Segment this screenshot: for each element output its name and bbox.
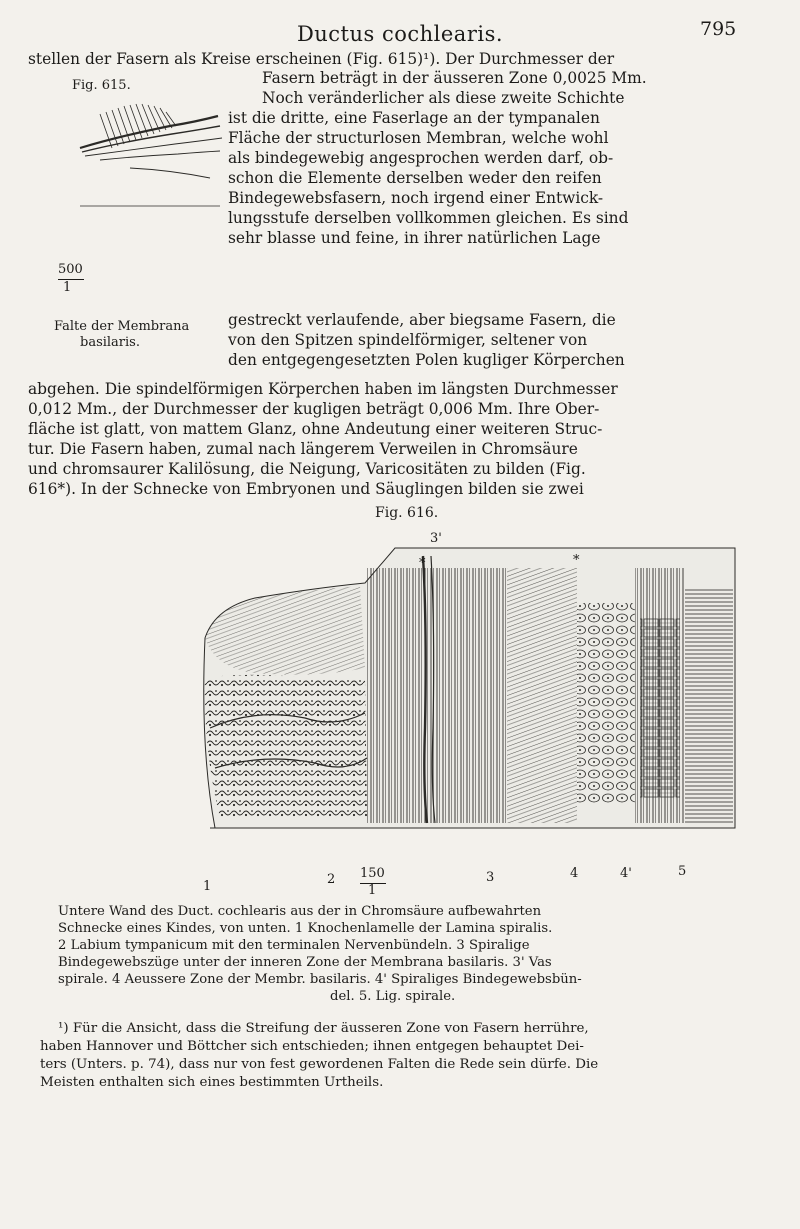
text-line-14: 0,012 Mm., der Durchmesser der kugligen beträgt 0,006 Mm. Ihre Ober- — [28, 400, 600, 418]
fig-616-scale-top: 150 — [360, 866, 385, 881]
footnote-line-3: Meisten enthalten sich eines bestimmten Urtheils. — [40, 1075, 384, 1090]
fig-616-marker-star-left: * — [419, 556, 426, 571]
fig-616-caption-line-4: spirale. 4 Aeussere Zone der Membr. basilaris. 4' Spiraliges Bindegewebsbün- — [58, 972, 582, 987]
fig-615-label: Fig. 615. — [72, 78, 131, 93]
fig-616-marker-vas-spirale: 3' — [430, 531, 442, 546]
text-line-8: lungsstufe derselben vollkommen gleichen. Es sind — [228, 209, 629, 227]
footnote-line-0: ¹) Für die Ansicht, dass die Streifung der äusseren Zone von Fasern herrühre, — [58, 1021, 589, 1036]
footnote-line-2: ters (Unters. p. 74), dass nur von fest gewordenen Falten die Rede sein dürfe. Die — [40, 1057, 599, 1072]
text-line-18: 616*). In der Schnecke von Embryonen und Säuglingen bilden sie zwei — [28, 480, 584, 498]
text-line-2: Noch veränderlicher als diese zweite Schichte — [262, 89, 625, 107]
text-line-5: als bindegewebig angesprochen werden darf, ob- — [228, 149, 614, 167]
text-line-10: gestreckt verlaufende, aber biegsame Fasern, die — [228, 311, 616, 329]
fig-615-caption-line1: Falte der Membrana — [54, 319, 190, 334]
text-line-15: fläche ist glatt, von mattem Glanz, ohne Andeutung einer weiteren Struc- — [28, 420, 603, 438]
fig-615-scale-top: 500 — [58, 262, 83, 277]
text-line-13: abgehen. Die spindelförmigen Körperchen haben im längsten Durchmesser — [28, 380, 618, 398]
fig-615-scale-bottom: 1 — [63, 280, 72, 295]
fig-616-caption-line-2: 2 Labium tympanicum mit den terminalen Nervenbündeln. 3 Spiralige — [58, 938, 530, 953]
page-number: 795 — [700, 18, 737, 40]
fig-616-label-1: 1 — [203, 879, 212, 894]
fig-616-scale-bottom: 1 — [368, 883, 377, 898]
fig-616-label-4: 4 — [570, 866, 579, 881]
fig-616-caption-line-5: del. 5. Lig. spirale. — [330, 989, 456, 1004]
text-line-12: den entgegengesetzten Polen kugliger Körperchen — [228, 351, 625, 369]
text-line-0: stellen der Fasern als Kreise erscheinen (Fig. 615)¹). Der Durchmesser der — [28, 50, 615, 68]
fig-616-label-4prime: 4' — [620, 866, 632, 881]
text-line-4: Fläche der structurlosen Membran, welche wohl — [228, 129, 609, 147]
fig-616-label-3: 3 — [486, 870, 495, 885]
text-line-6: schon die Elemente derselben weder den reifen — [228, 169, 602, 187]
fig-616-illustration — [195, 528, 755, 850]
fig-615-caption-line2: basilaris. — [80, 335, 140, 350]
fig-616-marker-star-right: * — [573, 553, 580, 568]
text-line-9: sehr blasse und feine, in ihrer natürlichen Lage — [228, 229, 601, 247]
fig-616-caption-line-3: Bindegewebszüge unter der inneren Zone der Membrana basilaris. 3' Vas — [58, 955, 552, 970]
fig-616-caption-line-1: Schnecke eines Kindes, von unten. 1 Knochenlamelle der Lamina spiralis. — [58, 921, 553, 936]
text-line-1: Fasern beträgt in der äusseren Zone 0,0025 Mm. — [262, 69, 647, 87]
running-header: Ductus cochlearis. — [296, 22, 504, 46]
text-line-17: und chromsaurer Kalilösung, die Neigung, Varicositäten zu bilden (Fig. — [28, 460, 586, 478]
text-line-11: von den Spitzen spindelförmiger, seltener von — [228, 331, 588, 349]
fig-616-caption-line-0: Untere Wand des Duct. cochlearis aus der in Chromsäure aufbewahrten — [58, 904, 542, 919]
text-line-7: Bindegewebsfasern, noch irgend einer Entwick- — [228, 189, 604, 207]
fig-616-label: Fig. 616. — [375, 505, 439, 521]
text-line-16: tur. Die Fasern haben, zumal nach längerem Verweilen in Chromsäure — [28, 440, 578, 458]
text-line-3: ist die dritte, eine Faserlage an der tympanalen — [228, 109, 600, 127]
fig-616-label-5: 5 — [678, 864, 687, 879]
fig-615-illustration — [60, 96, 230, 246]
fig-616-label-2: 2 — [327, 872, 336, 887]
footnote-line-1: haben Hannover und Böttcher sich entschieden; ihnen entgegen behauptet Dei- — [40, 1039, 584, 1054]
